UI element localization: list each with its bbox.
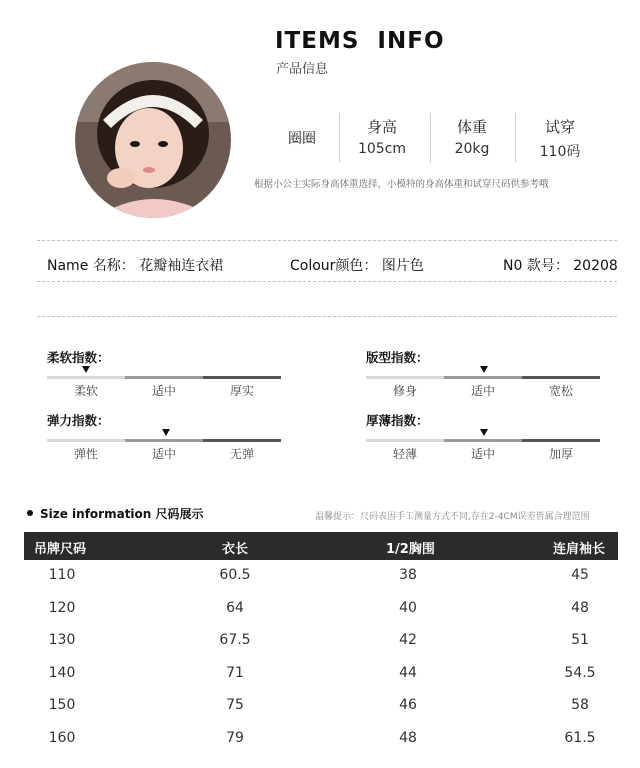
dashed-divider [37,240,617,241]
indicator-arrow-icon [480,366,488,373]
product-number: N0 款号： 20208 [503,258,618,274]
table-cell: 54.5 [564,664,596,681]
softness-option: 厚实 [229,384,254,398]
indicator-arrow-icon [480,429,488,436]
thickness-option: 轻薄 [392,447,417,461]
table-cell: 120 [48,599,76,616]
dashed-divider [37,316,617,317]
table-cell: 58 [571,697,589,713]
stat-label: 体重 [456,118,487,136]
bar-segment [522,439,600,442]
dashed-divider [37,281,617,282]
bar-segment [47,376,125,379]
table-cell: 38 [399,567,417,583]
table-cell: 67.5 [219,632,251,648]
stat-label: 试穿 [544,118,575,136]
bar-segment [125,376,203,379]
product-colour: Colour颜色： 图片色 [290,258,424,274]
table-cell: 150 [48,697,76,713]
divider [339,113,340,163]
fit-bar [366,376,600,379]
divider [515,113,516,163]
fit-option: 适中 [470,384,495,398]
softness-bar [47,376,281,379]
bar-segment [125,439,203,442]
product-name: Name 名称： 花瓣袖连衣裙 [47,258,224,274]
size-note: 根据小公主实际身高体重选择，小模特的身高体重和试穿尺码供参考哦 [254,179,549,190]
table-cell: 42 [399,632,417,648]
thickness-option: 加厚 [548,447,573,461]
elasticity-option: 无弹 [229,447,254,461]
size-info-title: Size information 尺码展示 [40,507,204,521]
indicator-arrow-icon [162,429,170,436]
bar-segment [444,439,522,442]
column-header: 连肩袖长 [553,542,606,557]
elasticity-option: 适中 [151,447,176,461]
size-table-header [24,532,618,560]
softness-index-title: 柔软指数： [47,350,110,365]
bar-segment [47,439,125,442]
table-cell: 48 [571,599,589,616]
table-cell: 48 [399,729,417,746]
table-cell: 40 [399,599,417,616]
table-cell: 71 [226,664,244,681]
bar-segment [522,376,600,379]
table-cell: 130 [48,632,76,648]
table-cell: 79 [226,729,244,746]
section-title: ITEMS INFO [275,28,445,54]
stat-label: 身高 [366,118,397,136]
stat-value: 20kg [454,141,490,157]
softness-option: 柔软 [73,384,98,398]
elasticity-index-title: 弹力指数： [47,413,110,428]
model-name: 圈圈 [288,131,316,147]
bar-segment [203,439,281,442]
section-subtitle: 产品信息 [276,62,329,77]
fit-option: 修身 [392,384,417,398]
divider [430,113,431,163]
table-cell: 51 [571,632,589,648]
column-header: 1/2胸围 [386,542,435,557]
thickness-bar [366,439,600,442]
column-header: 衣长 [222,542,249,557]
indicator-arrow-icon [82,366,90,373]
thickness-option: 适中 [470,447,495,461]
table-cell: 160 [48,729,76,746]
fit-index-title: 版型指数： [366,350,429,365]
table-cell: 140 [48,664,76,681]
stat-value: 110码 [539,144,581,160]
bar-segment [366,376,444,379]
bullet-icon [27,510,33,516]
elasticity-bar [47,439,281,442]
table-cell: 61.5 [564,729,596,746]
stat-tryon [521,116,599,161]
fit-option: 宽松 [548,384,573,398]
table-cell: 44 [399,664,417,681]
table-cell: 46 [399,697,417,713]
elasticity-option: 弹性 [73,447,98,461]
table-cell: 75 [226,697,244,713]
bar-segment [444,376,522,379]
stat-weight [433,116,511,157]
size-info-tip: 温馨提示：尺码表因手工测量方式不同,存在2-4CM误差皆属合理范围 [315,512,590,522]
stat-height [343,116,421,157]
table-cell: 45 [571,567,589,583]
bar-segment [203,376,281,379]
table-cell: 64 [226,599,244,616]
model-avatar [75,62,231,218]
table-cell: 110 [48,567,76,583]
stat-value: 105cm [357,141,407,157]
table-cell: 60.5 [219,567,251,583]
column-header: 吊牌尺码 [34,542,87,557]
bar-segment [366,439,444,442]
thickness-index-title: 厚薄指数： [366,413,429,428]
softness-option: 适中 [151,384,176,398]
